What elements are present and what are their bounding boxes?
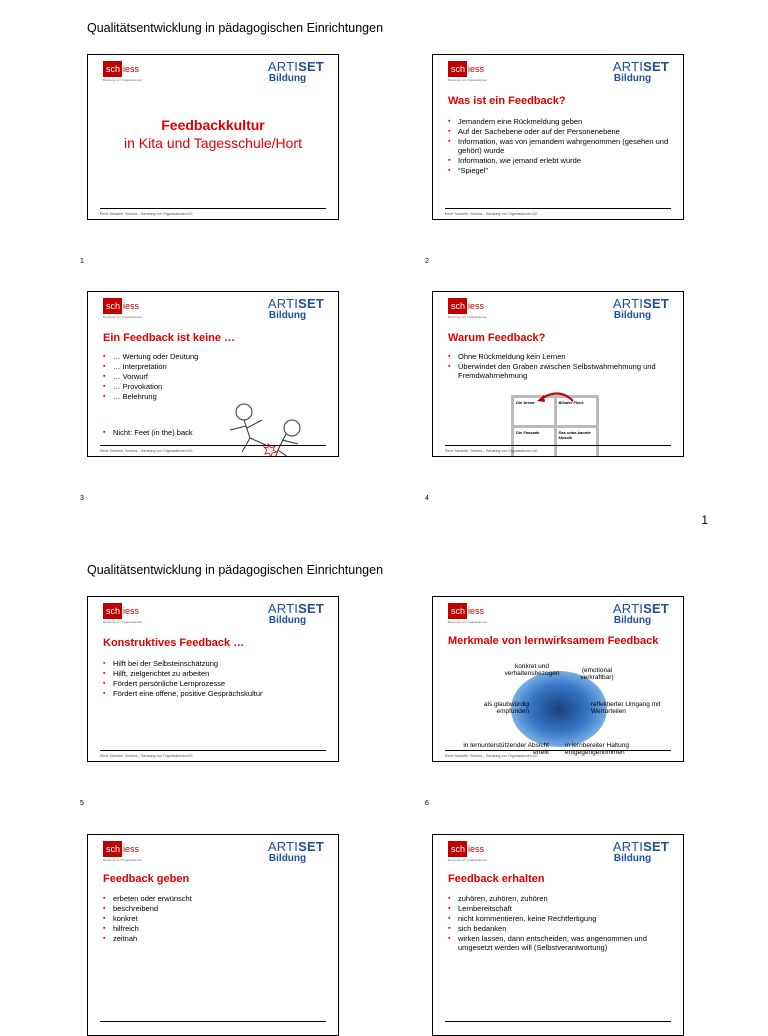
list-item: ▪ … Interpretation xyxy=(103,362,167,371)
slide-footer: René Schaefer, Schiess – Beratung von Organisationen AG xyxy=(100,754,193,758)
cartoon-illustration xyxy=(216,400,326,457)
artiset-logo: ARTISET Bildung xyxy=(612,839,669,864)
slide-1 xyxy=(87,54,339,220)
artiset-logo: ARTISET Bildung xyxy=(612,296,669,321)
list-item: ▪ wirken lassen, dann entscheiden, was angenommen und umgesetzt werden will (Selbstverantwortung) xyxy=(448,934,647,952)
slide-number: 4 xyxy=(425,495,429,502)
list-item: ▪ nicht kommentieren, keine Rechtfertigung xyxy=(448,914,597,923)
bullet-list xyxy=(448,117,683,176)
list-item: ▪ zuhören, zuhören, zuhören xyxy=(448,894,548,903)
slide-number: 1 xyxy=(80,258,84,265)
merkmal-label: in lernunterstützender Absicht erteilt xyxy=(463,742,549,756)
quadrant-blind-spot: Blinder Fleck xyxy=(557,398,597,425)
page-header: Qualitätsentwicklung in pädagogischen Einrichtungen xyxy=(87,563,384,577)
slide-3 xyxy=(87,291,339,457)
slide-footer: René Schaefer, Schiess – Beratung von Organisationen AG xyxy=(100,212,193,216)
list-item: ▪ Information, was von jemandem wahrgenommen (gesehen und gehört) wurde xyxy=(448,137,669,155)
bullet-list xyxy=(103,659,263,699)
merkmal-label: (emotional verkraftbar) xyxy=(580,667,614,681)
list-item: ▪ … Vorwurf xyxy=(103,372,149,381)
artiset-logo: ARTISET Bildung xyxy=(267,296,324,321)
artiset-logo: ARTISET Bildung xyxy=(612,59,669,84)
slide-8 xyxy=(432,834,684,1036)
slide-number: 6 xyxy=(425,800,429,807)
schiess-logo: sch iess Beratung von Organisationen xyxy=(103,841,142,862)
list-item: ▪ “Spiegel” xyxy=(448,166,489,175)
schiess-logo: sch iess Beratung von Organisationen xyxy=(103,61,142,82)
merkmal-label: als glaubwürdig empfunden xyxy=(483,701,529,715)
slide-7 xyxy=(87,834,339,1036)
slide-title: Feedback geben xyxy=(103,873,190,885)
slide-title: Was ist ein Feedback? xyxy=(448,95,566,107)
list-item: ▪ erbeten oder erwünscht xyxy=(103,894,192,903)
slide-title: Feedbackkultur xyxy=(161,117,265,133)
slide-title: Feedback erhalten xyxy=(448,873,545,885)
page-number: 1 xyxy=(701,513,708,527)
slide-title: Ein Feedback ist keine … xyxy=(103,332,236,344)
artiset-logo: ARTISET Bildung xyxy=(267,59,324,84)
list-item: ▪ Hilft, zielgerichtet zu arbeiten xyxy=(103,669,210,678)
schiess-logo: sch iess Beratung von Organisationen xyxy=(103,603,142,624)
slide-2 xyxy=(432,54,684,220)
merkmal-label: reflektierter Umgang mit Werturteilen xyxy=(591,701,661,715)
list-item: ▪ Auf der Sachebene oder auf der Personenebene xyxy=(448,127,620,136)
slide-footer: René Schaefer, Schiess – Beratung von Organisationen AG xyxy=(445,449,538,453)
slide-number: 3 xyxy=(80,495,84,502)
list-item: ▪ Information, wie jemand erlebt wurde xyxy=(448,156,581,165)
artiset-logo: ARTISET Bildung xyxy=(267,839,324,864)
bullet-list xyxy=(103,428,193,438)
slide-6 xyxy=(432,596,684,762)
list-item: ▪ Lernbereitschaft xyxy=(448,904,512,913)
slide-footer: René Schaefer, Schiess – Beratung von Organisationen AG xyxy=(445,212,538,216)
slide-title: Warum Feedback? xyxy=(448,332,546,344)
artiset-logo: ARTISET Bildung xyxy=(612,601,669,626)
quadrant-facade: Die Fassade xyxy=(514,428,554,457)
list-item: ▪ konkret xyxy=(103,914,138,923)
schiess-logo: sch iess Beratung von Organisationen xyxy=(448,298,487,319)
list-item: ▪ Nicht: Feet (in the) back xyxy=(103,428,193,437)
artiset-logo: ARTISET Bildung xyxy=(267,601,324,626)
merkmal-label: in lernbereiter Haltung entgegengenommen xyxy=(565,742,629,756)
list-item: ▪ hilfreich xyxy=(103,924,139,933)
list-item: ▪ Jemandem eine Rückmeldung geben xyxy=(448,117,583,126)
schiess-logo: sch iess Beratung von Organisationen xyxy=(448,603,487,624)
list-item: ▪ Hilft bei der Selbsteinschätzung xyxy=(103,659,219,668)
slide-number: 5 xyxy=(80,800,84,807)
slide-subtitle: in Kita und Tagesschule/Hort xyxy=(124,135,302,151)
slide-4 xyxy=(432,291,684,457)
list-item: ▪ Fördert eine offene, positive Gesprächskultur xyxy=(103,689,263,698)
list-item: ▪ sich bedanken xyxy=(448,924,507,933)
list-item: ▪ beschreibend xyxy=(103,904,159,913)
list-item: ▪ Ohne Rückmeldung kein Lernen xyxy=(448,352,566,361)
curved-arrow-icon xyxy=(533,389,579,405)
schiess-logo: sch iess Beratung von Organisationen xyxy=(103,298,142,319)
quadrant-unknown: Das unbe-kannte Mosaik xyxy=(557,428,597,457)
list-item: ▪ … Belehrung xyxy=(103,392,157,401)
bullet-list xyxy=(103,352,198,402)
quadrant-arena: Die Arena xyxy=(514,398,554,425)
slide-number: 2 xyxy=(425,258,429,265)
list-item: ▪ Fördert persönliche Lernprozesse xyxy=(103,679,226,688)
list-item: ▪ Überwindet den Graben zwischen Selbstwahrnehmung und Fremdwahrnehmung xyxy=(448,362,656,380)
slide-title: Konstruktives Feedback … xyxy=(103,637,245,649)
merkmal-label: konkret und verhaltensbezogen xyxy=(504,663,560,677)
schiess-logo: sch iess Beratung von Organisationen xyxy=(448,841,487,862)
slide-5 xyxy=(87,596,339,762)
list-item: ▪ … Wertung oder Deutung xyxy=(103,352,199,361)
slide-title: Merkmale von lernwirksamem Feedback xyxy=(448,635,659,647)
page-header: Qualitätsentwicklung in pädagogischen Einrichtungen xyxy=(87,21,384,35)
list-item: ▪ … Provokation xyxy=(103,382,163,391)
bullet-list xyxy=(448,352,678,381)
bullet-list xyxy=(448,894,678,953)
slide-footer: René Schaefer, Schiess – Beratung von Organisationen AG xyxy=(445,754,538,758)
schiess-logo: sch iess Beratung von Organisationen xyxy=(448,61,487,82)
bullet-list xyxy=(103,894,192,944)
johari-window xyxy=(511,395,599,457)
slide-footer: René Schaefer, Schiess – Beratung von Organisationen AG xyxy=(100,449,193,453)
list-item: ▪ zeitnah xyxy=(103,934,138,943)
